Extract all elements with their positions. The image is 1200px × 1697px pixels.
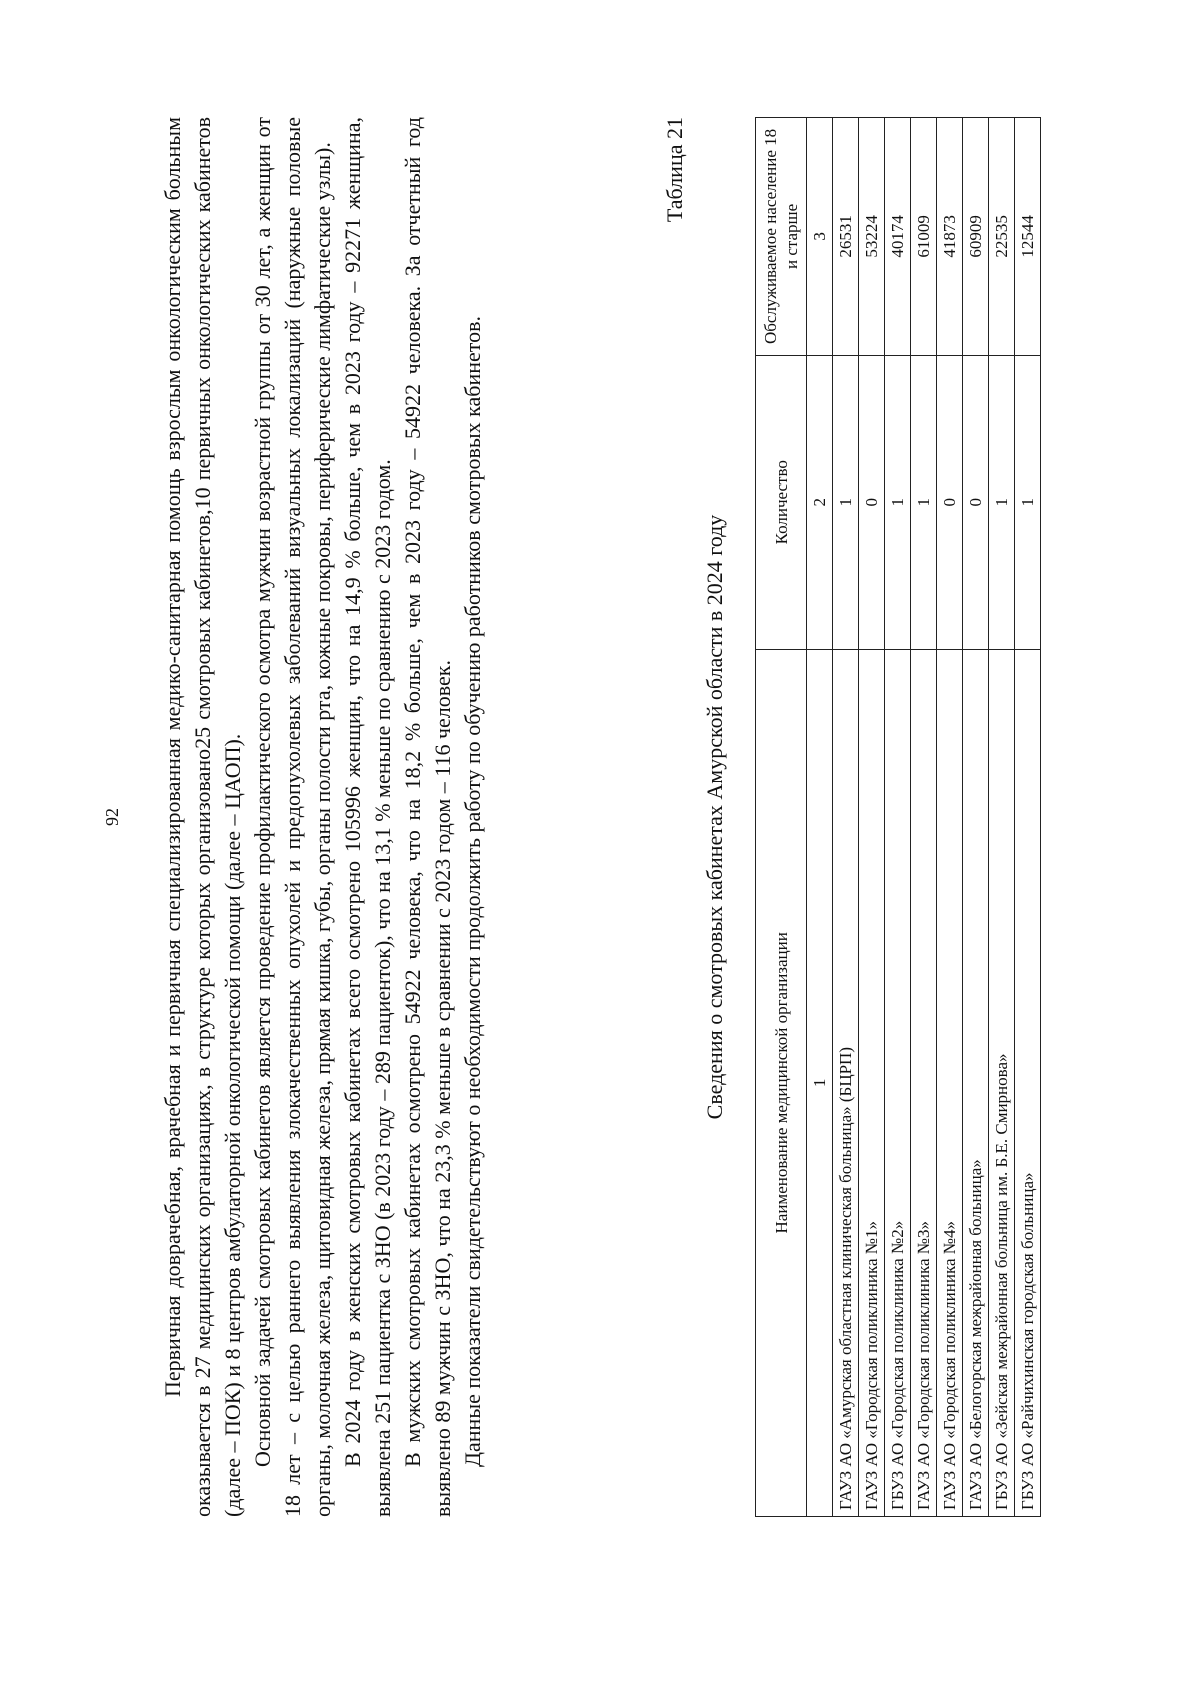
table-row: [833, 118, 859, 1517]
column-number: 2: [807, 355, 833, 649]
table-label: Таблица 21: [662, 117, 687, 223]
page-number: 92: [102, 808, 122, 826]
population-cell: 22535: [989, 118, 1015, 356]
paragraph: Данные показатели свидетельствуют о необходимости продолжить работу по обучению работников смотровых кабинетов.: [460, 316, 485, 1467]
table-row: [911, 118, 937, 1517]
count-cell: 0: [937, 355, 963, 649]
paragraph: Основной задачей смотровых кабинетов является проведение профилактического осмотра мужчин возрастной группы от 30 лет, а женщин от 18 лет – с целью раннего выявления злокачественных опухолей и предопухолевых заболеваний визуальных локализаций (наружные половые органы, молочная железа, щитовидная железа, прямая кишка, губы, органы полости рта, кожные покровы, периферические лимфатические узлы).: [250, 117, 335, 1517]
population-cell: 60909: [963, 118, 989, 356]
count-cell: 1: [833, 355, 859, 649]
paragraph: В мужских смотровых кабинетах осмотрено 54922 человека, что на 18,2 % больше, чем в 2023 году – 54922 человека. За отчетный год выявлено 89 мужчин с ЗНО, что на 23,3 % меньше в сравнении с 2023 годом – 116 человек.: [400, 117, 455, 1517]
table-header-row: [756, 118, 807, 1517]
count-cell: 0: [859, 355, 885, 649]
population-cell: 41873: [937, 118, 963, 356]
count-cell: 0: [963, 355, 989, 649]
paragraph: В 2024 году в женских смотровых кабинетах всего осмотрено 105996 женщин, что на 14,9 % больше, чем в 2023 году – 92271 женщина, выявлена 251 пациентка с ЗНО (в 2023 году – 289 пациенток), что на 13,1 % меньше по сравнению с 2023 годом.: [340, 117, 395, 1517]
table-row: [989, 118, 1015, 1517]
population-cell: 12544: [1015, 118, 1041, 356]
count-cell: 1: [989, 355, 1015, 649]
column-number-row: [807, 118, 833, 1517]
count-cell: 1: [911, 355, 937, 649]
body-text: [158, 117, 488, 1517]
population-cell: 53224: [859, 118, 885, 356]
org-cell: ГАУЗ АО «Амурская областная клиническая больница» (БЦРП): [833, 649, 859, 1516]
org-cell: ГБУЗ АО «Городская поликлиника №2»: [885, 649, 911, 1516]
org-cell: ГБУЗ АО «Зейская межрайонная больница им. Б.Е. Смирнова»: [989, 649, 1015, 1516]
org-cell: ГБУЗ АО «Райчихинская городская больница»: [1015, 649, 1041, 1516]
population-cell: 40174: [885, 118, 911, 356]
population-cell: 61009: [911, 118, 937, 356]
table-row: [885, 118, 911, 1517]
org-cell: ГАУЗ АО «Городская поликлиника №3»: [911, 649, 937, 1516]
org-cell: ГАУЗ АО «Городская поликлиника №1»: [859, 649, 885, 1516]
column-header-org: Наименование медицинской организации: [756, 649, 807, 1516]
column-number: 3: [807, 118, 833, 356]
table-row: [1015, 118, 1041, 1517]
data-table: [755, 117, 1041, 1517]
rotated-page: [100, 47, 1150, 1587]
count-cell: 1: [885, 355, 911, 649]
table-caption: Сведения о смотровых кабинетах Амурской области в 2024 году: [702, 514, 727, 1120]
paragraph: Первичная доврачебная, врачебная и первичная специализированная медико-санитарная помощь взрослым онкологическим больным оказывается в 27 медицинских организациях, в структуре которых организовано25 смотровых кабинетов,10 первичных онкологических кабинетов (далее – ПОК) и 8 центров амбулаторной онкологической помощи (далее – ЦАОП).: [160, 117, 245, 1517]
column-header-population: Обслуживаемое население 18 и старше: [756, 118, 807, 356]
count-cell: 1: [1015, 355, 1041, 649]
column-number: 1: [807, 649, 833, 1516]
org-cell: ГАУЗ АО «Белогорская межрайонная больница»: [963, 649, 989, 1516]
table-row: [963, 118, 989, 1517]
table-row: [937, 118, 963, 1517]
column-header-count: Количество: [756, 355, 807, 649]
table-row: [859, 118, 885, 1517]
org-cell: ГАУЗ АО «Городская поликлиника №4»: [937, 649, 963, 1516]
population-cell: 26531: [833, 118, 859, 356]
